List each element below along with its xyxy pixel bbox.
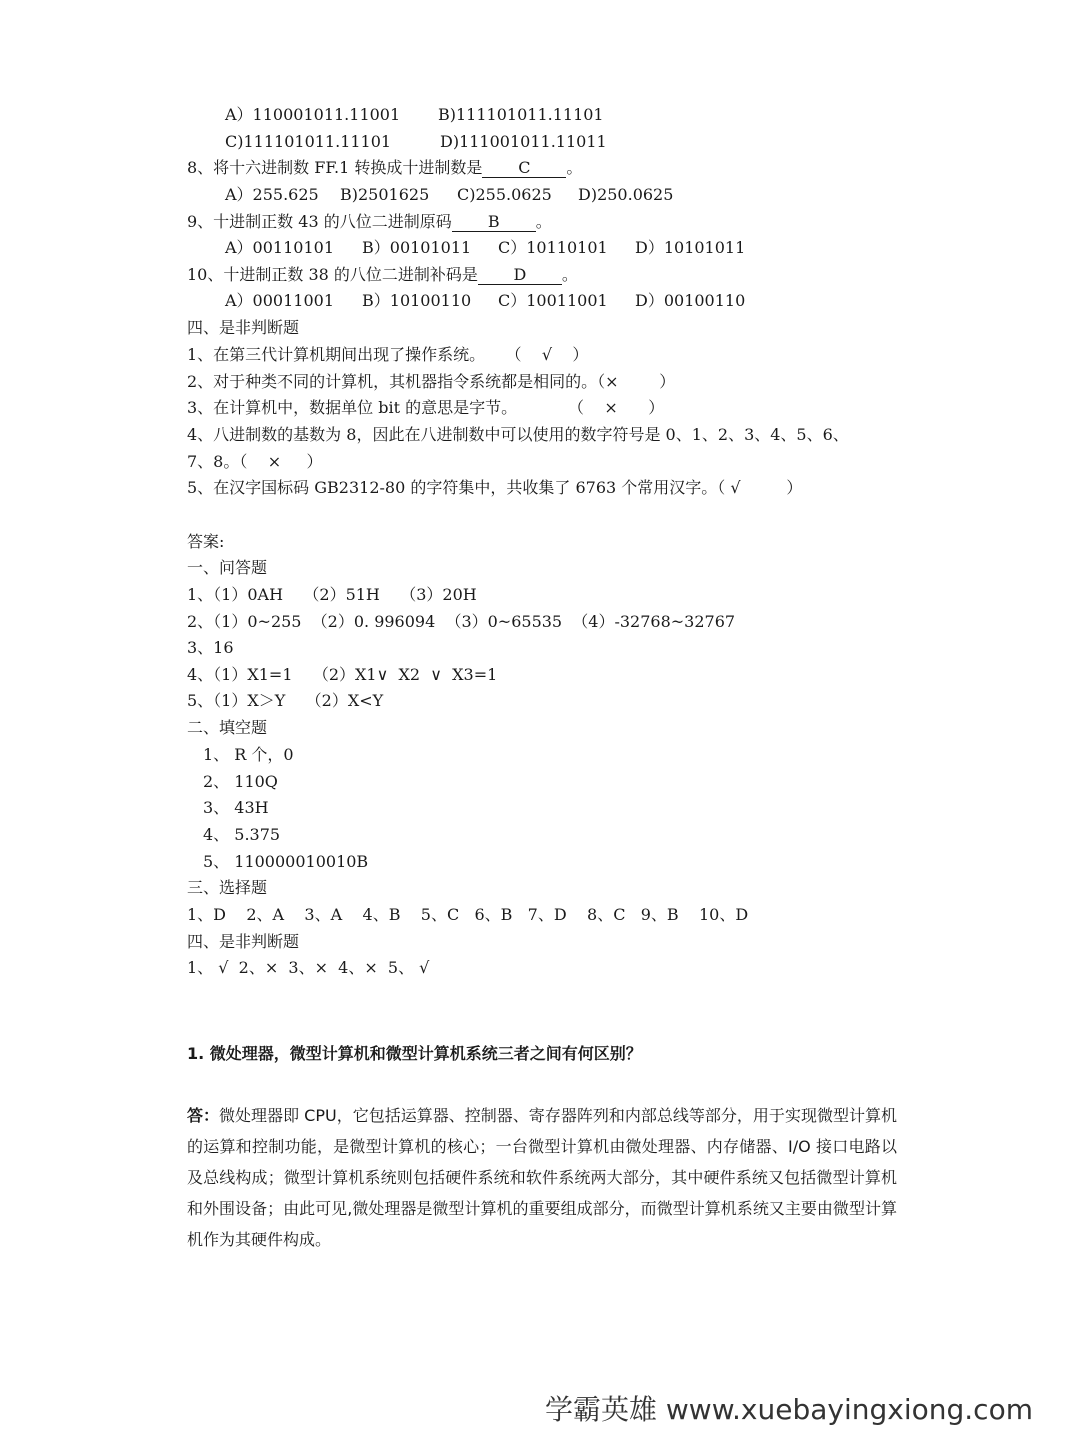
judge-item: 4、八进制数的基数为 8，因此在八进制数中可以使用的数字符号是 0、1、2、3、4、5、6、 — [187, 425, 849, 444]
answer-item: 4、（1）X1=1 （2）X1∨ X2 ∨ X3=1 — [187, 665, 498, 684]
q7-option-d: D)111001011.11011 — [440, 132, 607, 151]
question-8: 8、将十六进制数 FF.1 转换成十进制数是 C 。 — [187, 158, 583, 177]
watermark: 学霸英雄 www.xuebayingxiong.com — [545, 1393, 1033, 1426]
judge-item: 2、对于种类不同的计算机，其机器指令系统都是相同的。（× ） — [187, 372, 676, 391]
section-heading: 四、是非判断题 — [187, 318, 300, 337]
q9-option-d: D）10101011 — [635, 238, 746, 257]
q10-option-c: C）10011001 — [498, 291, 608, 310]
section-heading: 四、是非判断题 — [187, 932, 300, 951]
answer-item: 1、 R 个，0 — [203, 745, 294, 764]
q9-option-c: C）10110101 — [498, 238, 608, 257]
judge-item: 7、8。（ × ） — [187, 452, 323, 471]
q10-option-a: A）00011001 — [225, 291, 334, 310]
q8-option-a: A）255.625 — [225, 185, 319, 204]
q9-option-a: A）00110101 — [225, 238, 334, 257]
answer-item: 3、16 — [187, 638, 234, 657]
section-heading: 一、问答题 — [187, 558, 268, 577]
answer-item: 2、（1）0~255 （2）0. 996094 （3）0~65535 （4）-32768~32767 — [187, 612, 736, 631]
answer-item: 4、 5.375 — [203, 825, 281, 844]
q8-option-b: B)2501625 — [340, 185, 430, 204]
answers-title: 答案: — [187, 532, 225, 551]
q10-option-d: D）00100110 — [635, 291, 746, 310]
section-heading: 三、选择题 — [187, 878, 268, 897]
q10-option-b: B）10100110 — [362, 291, 472, 310]
q7-option-a: A）110001011.11001 — [225, 105, 401, 124]
answer-item: 5、（1）X＞Y （2）X<Y — [187, 691, 384, 710]
answer-item: 2、 110Q — [203, 772, 278, 791]
section-heading: 二、填空题 — [187, 718, 268, 737]
question-9: 9、十进制正数 43 的八位二进制原码 B 。 — [187, 212, 552, 231]
answer-item: 1、D 2、A 3、A 4、B 5、C 6、B 7、D 8、C 9、B 10、D — [187, 905, 749, 924]
q7-option-c: C)111101011.11101 — [225, 132, 392, 151]
answer-label: 答： — [187, 1106, 220, 1125]
q8-option-d: D)250.0625 — [578, 185, 674, 204]
question-title: 1. 微处理器，微型计算机和微型计算机系统三者之间有何区别？ — [187, 1044, 642, 1063]
answer-item: 1、（1）0AH （2）51H （3）20H — [187, 585, 477, 604]
answer-item: 1、 √ 2、× 3、× 4、× 5、 √ — [187, 958, 430, 977]
answer-blank: B — [452, 213, 536, 232]
answer-item: 3、 43H — [203, 798, 269, 817]
answer-item: 5、 110000010010B — [203, 852, 369, 871]
judge-item: 1、在第三代计算机期间出现了操作系统。 （ √ ） — [187, 345, 589, 364]
q7-option-b: B)111101011.11101 — [438, 105, 604, 124]
q9-option-b: B）00101011 — [362, 238, 472, 257]
answer-blank: D — [478, 266, 562, 285]
answer-paragraph — [187, 1100, 897, 1255]
question-10: 10、十进制正数 38 的八位二进制补码是 D 。 — [187, 265, 578, 284]
answer-text: 微处理器即 CPU，它包括运算器、控制器、寄存器阵列和内部总线等部分，用于实现微型计算机的运算和控制功能，是微型计算机的核心；一台微型计算机由微处理器、内存储器、I/O 接口电路以及总线构成；微型计算机系统则包括硬件系统和软件系统两大部分，其中硬件系统又包括微型计算机和外围设备；由此可见,微处理器是微型计算机的重要组成部分，而微型计算机系统又主要由微型计算机作为其硬件构成。 — [187, 1106, 897, 1249]
judge-item: 3、在计算机中，数据单位 bit 的意思是字节。 （ × ） — [187, 398, 665, 417]
answer-blank: C — [482, 159, 566, 178]
judge-item: 5、在汉字国标码 GB2312-80 的字符集中，共收集了 6763 个常用汉字。（ √ ） — [187, 478, 803, 497]
q8-option-c: C)255.0625 — [457, 185, 552, 204]
